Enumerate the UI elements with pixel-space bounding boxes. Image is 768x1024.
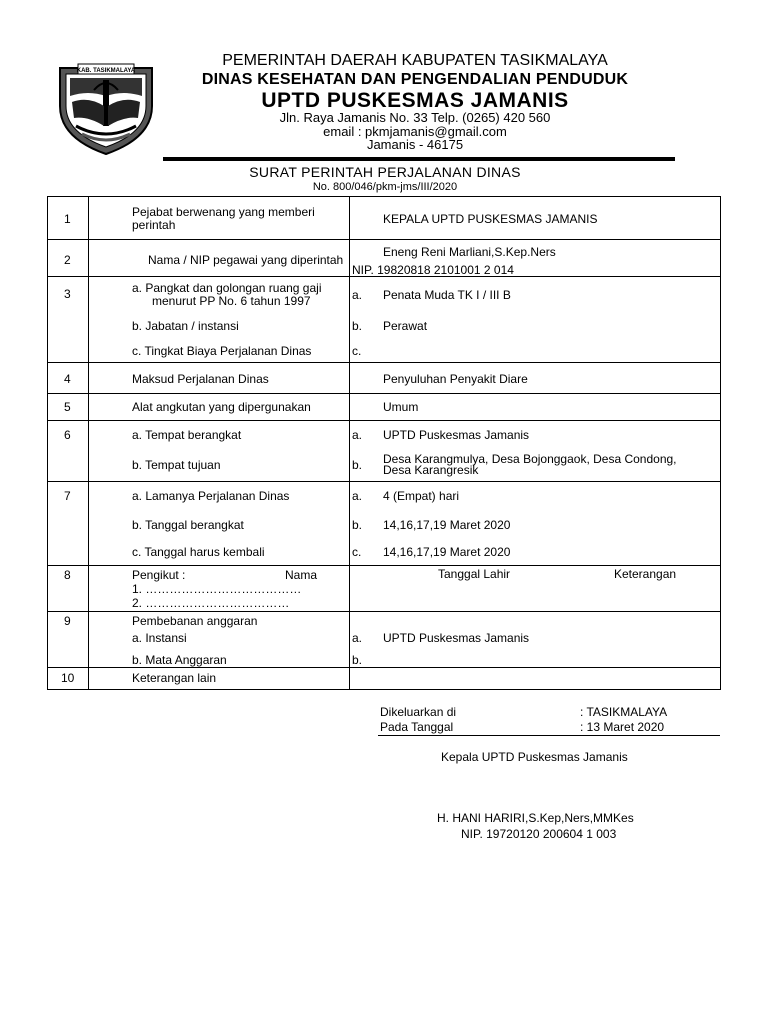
- row-value: a. UPTD Puskesmas Jamanis b. Desa Karangmulya, Desa Bojonggaok, Desa Condong, Desa Karangresik: [350, 421, 721, 482]
- signer-nip: NIP. 19720120 200604 1 003: [461, 827, 617, 841]
- row-number: 5: [48, 394, 89, 421]
- signer-position: Kepala UPTD Puskesmas Jamanis: [441, 750, 628, 764]
- issue-date-label: Pada Tanggal: [380, 720, 454, 734]
- issued-at-label: Dikeluarkan di: [380, 705, 457, 719]
- column-header-note: Keterangan: [614, 567, 677, 581]
- header-divider: [163, 157, 675, 161]
- row-number: 8: [48, 566, 89, 612]
- issued-at-value: : TASIKMALAYA: [580, 705, 668, 719]
- table-row: [48, 482, 721, 566]
- government-name: PEMERINTAH DAERAH KABUPATEN TASIKMALAYA: [222, 52, 608, 69]
- row-number: 9: [48, 612, 89, 668]
- row-number: 10: [48, 668, 89, 690]
- row-label: Pembebanan anggaran a. Instansi b. Mata Anggaran: [89, 612, 350, 668]
- row-value: a. UPTD Puskesmas Jamanis b.: [350, 612, 721, 668]
- row-label: a. Lamanya Perjalanan Dinas b. Tanggal berangkat c. Tanggal harus kembali: [89, 482, 350, 566]
- row-value: a. Penata Muda TK I / III B b. Perawat c.: [350, 277, 721, 363]
- row-number: 2: [48, 240, 89, 277]
- row-label-line: perintah: [132, 218, 176, 232]
- svg-text:KAB. TASIKMALAYA: KAB. TASIKMALAYA: [76, 68, 136, 74]
- employee-name: Eneng Reni Marliani,S.Kep.Ners: [383, 245, 556, 259]
- signature-divider: [378, 735, 720, 736]
- row-number: 4: [48, 363, 89, 394]
- row-label-line: Pejabat berwenang yang memberi: [132, 205, 315, 219]
- signer-name: H. HANI HARIRI,S.Kep,Ners,MMKes: [437, 811, 634, 825]
- row-label: Nama / NIP pegawai yang diperintah: [89, 240, 350, 277]
- row-value: KEPALA UPTD PUSKESMAS JAMANIS: [350, 197, 721, 240]
- row-label: [89, 197, 350, 240]
- regency-emblem-logo: [54, 56, 158, 156]
- document-title: SURAT PERINTAH PERJALANAN DINAS: [249, 164, 521, 180]
- issue-date-value: : 13 Maret 2020: [580, 720, 665, 734]
- table-row: [48, 668, 721, 690]
- table-row: [48, 363, 721, 394]
- agency-name: DINAS KESEHATAN DAN PENGENDALIAN PENDUDUK: [201, 71, 629, 88]
- follower-item: 1. …………………………………: [132, 582, 302, 596]
- row-value: a. 4 (Empat) hari b. 14,16,17,19 Maret 2020 c. 14,16,17,19 Maret 2020: [350, 482, 721, 566]
- row-value: Penyuluhan Penyakit Diare: [350, 363, 721, 394]
- row-number: 3: [48, 277, 89, 363]
- row-value: Umum: [350, 394, 721, 421]
- column-header-dob: Tanggal Lahir: [438, 567, 511, 581]
- row-value: [350, 668, 721, 690]
- table-row: [48, 197, 721, 240]
- table-row: [48, 240, 721, 277]
- row-number: 7: [48, 482, 89, 566]
- row-label: Maksud Perjalanan Dinas: [89, 363, 350, 394]
- row-value: [350, 240, 721, 277]
- column-header-name: Nama: [285, 568, 318, 582]
- address-line: Jln. Raya Jamanis No. 33 Telp. (0265) 420 560: [279, 110, 551, 125]
- table-row: [48, 566, 721, 612]
- row-label: a. Pangkat dan golongan ruang gaji menurut PP No. 6 tahun 1997 b. Jabatan / instansi c. Tingkat Biaya Perjalanan Dinas: [89, 277, 350, 363]
- table-row: [48, 394, 721, 421]
- travel-order-table: [47, 196, 721, 690]
- follower-item: 2. ………………………………: [132, 596, 290, 610]
- table-row: [48, 612, 721, 668]
- table-row: [48, 421, 721, 482]
- row-label: Pengikut : Nama 1. ………………………………… 2. ………………………………: [89, 566, 350, 612]
- row-number: 1: [48, 197, 89, 240]
- row-value: [350, 566, 721, 612]
- email-line: email : pkmjamanis@gmail.com: [323, 124, 507, 139]
- employee-nip: NIP. 19820818 2101001 2 014: [352, 263, 514, 277]
- row-label: Keterangan lain: [89, 668, 350, 690]
- document-number: No. 800/046/pkm-jms/III/2020: [312, 181, 458, 193]
- city-line: Jamanis - 46175: [366, 137, 464, 152]
- table-row: [48, 277, 721, 363]
- row-number: 6: [48, 421, 89, 482]
- row-label: Alat angkutan yang dipergunakan: [89, 394, 350, 421]
- row-label: a. Tempat berangkat b. Tempat tujuan: [89, 421, 350, 482]
- unit-name: UPTD PUSKESMAS JAMANIS: [261, 89, 569, 112]
